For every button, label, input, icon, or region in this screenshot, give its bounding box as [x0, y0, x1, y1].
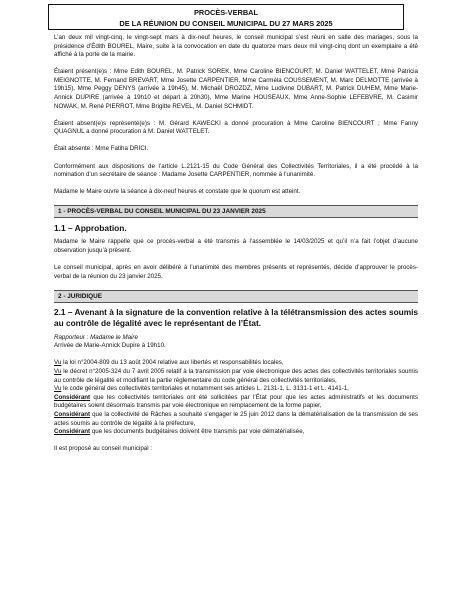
consideration-item: Considérant que les documents budgétaires doivent être transmis par voie dématérialisée,	[54, 428, 305, 436]
consideration-item: Considérant que la collectivité de Râches a souhaité s’engager le 25 juin 2012 dans la dématérialisation de la transmission de ses actes soumis au contrôle de légalité à la préfecture,	[54, 410, 418, 427]
section-2-bar: 2 - JURIDIQUE	[54, 290, 418, 303]
opening-paragraph: Madame le Maire ouvre la séance à dix-neuf heures et constate que le quorum est atteint.	[54, 188, 301, 196]
document-body	[54, 34, 418, 454]
section-2-1-heading: 2.1 – Avenant à la signature de la convention relative à la télétransmission des actes soumis au contrôle de légalité avec le représentant de l’État.	[54, 307, 418, 329]
title-box	[48, 4, 404, 30]
section-1-1-heading: 1.1 – Approbation.	[54, 222, 127, 233]
document-title: PROCÈS-VERBAL	[193, 8, 259, 17]
section-1-1-paragraph-2: Le conseil municipal, après en avoir délibéré à l’unanimité des membres présents et représentés, décide d’approuver le procès-verbal de la réunion du 23 janvier 2025.	[54, 264, 418, 280]
consideration-item: Vu la loi n°2004-809 du 13 août 2004 relative aux libertés et responsabilités locales,	[54, 359, 284, 367]
absent-members: Était absente : Mme Fatiha DRICI.	[54, 145, 149, 153]
secretary-paragraph: Conformément aux dispositions de l’article L.2121-15 du Code Général des Collectivités Territoriales, il a été procédé à la nomination d’un secrétaire de séance : Madame Josette CARPENTIER, nommée à l’unanimité.	[54, 162, 418, 179]
proposal-intro: Il est proposé au conseil municipal :	[54, 445, 153, 453]
consideration-item: Vu le décret n°2005-324 du 7 avril 2005 relatif à la transmission par voie électronique des actes des collectivités territoriales soumis au contrôle de légalité et modifiant la partie réglementaire du code général des collectivités territoriales,	[54, 367, 418, 384]
document-subtitle: DE LA RÉUNION DU CONSEIL MUNICIPAL DU 27 MARS 2025	[119, 19, 333, 28]
section-1-bar: 1 - PROCÈS-VERBAL DU CONSEIL MUNICIPAL DU 23 JANVIER 2025	[54, 205, 418, 218]
present-members: Étaient présent(e)s : Mme Edith BOUREL, M. Patrick SOREK, Mme Caroline BIENCOURT, M. Daniel WATTELET, Mme Patricia MEIGNOTTE, M. Fernand BREVART, Mme Josette CARPENTIER, Mme Carméla COUSSEMENT, M. Marc DELMOTTE (arrivée à 19h15), Mme Peggy DENYS (arrivée à 19h45), M. Michaël DROZDZ, Mme Ludivine DUBART, M. Patrick DUHEM, Mme Marie-Annick DUPIRE (arrivée à 19h10 et départ à 20h30), Mme Marine HOUSEAUX, Mme Anne-Sophie LEFEBVRE, M. Casimir NOWAK, M. René PIERROT, Mme Brigitte REVEL, M. Daniel SCHMIDT.	[54, 68, 418, 110]
absent-represented: Étaient absent(e)s représenté(e)s : M. Gérard KAWECKI a donné procuration à Mme Caroline BIENCOURT ; Mme Fanny QUAGNUL a donné procuration à M. Daniel WATTELET.	[54, 119, 418, 136]
intro-paragraph: L’an deux mil vingt-cinq, le vingt-sept mars à dix-neuf heures, le conseil municipal s’est réuni en salle des mariages, sous la présidence d’Édith BOUREL, Maire, suite à la convocation en date du quatorze mars deux mil vingt-cinq dont un exemplaire a été affiché à la porte de la mairie.	[54, 34, 418, 59]
consideration-item: Considérant que les collectivités territoriales ont été sollicitées par l’État pour que les actes administratifs et les documents budgétaires soient désormais transmis par voie électronique en remplacement de la forme papier,	[54, 393, 418, 410]
considerations-list	[54, 359, 418, 436]
rapporteur: Rapporteur : Madame le Maire	[54, 333, 138, 341]
arrival-note: Arrivée de Marie-Annick Dupire à 19h10.	[54, 342, 166, 350]
consideration-item: Vu le code général des collectivités territoriales et notamment ses articles L. 2131-1, L. 3131-1 et L. 4141-1,	[54, 385, 349, 393]
section-1-1-paragraph-1: Madame le Maire rappelle que ce procès-verbal a été transmis à l’assemblée le 14/03/2025 et qu’il n’a fait l’objet d’aucune observation jusqu’à présent.	[54, 238, 418, 254]
